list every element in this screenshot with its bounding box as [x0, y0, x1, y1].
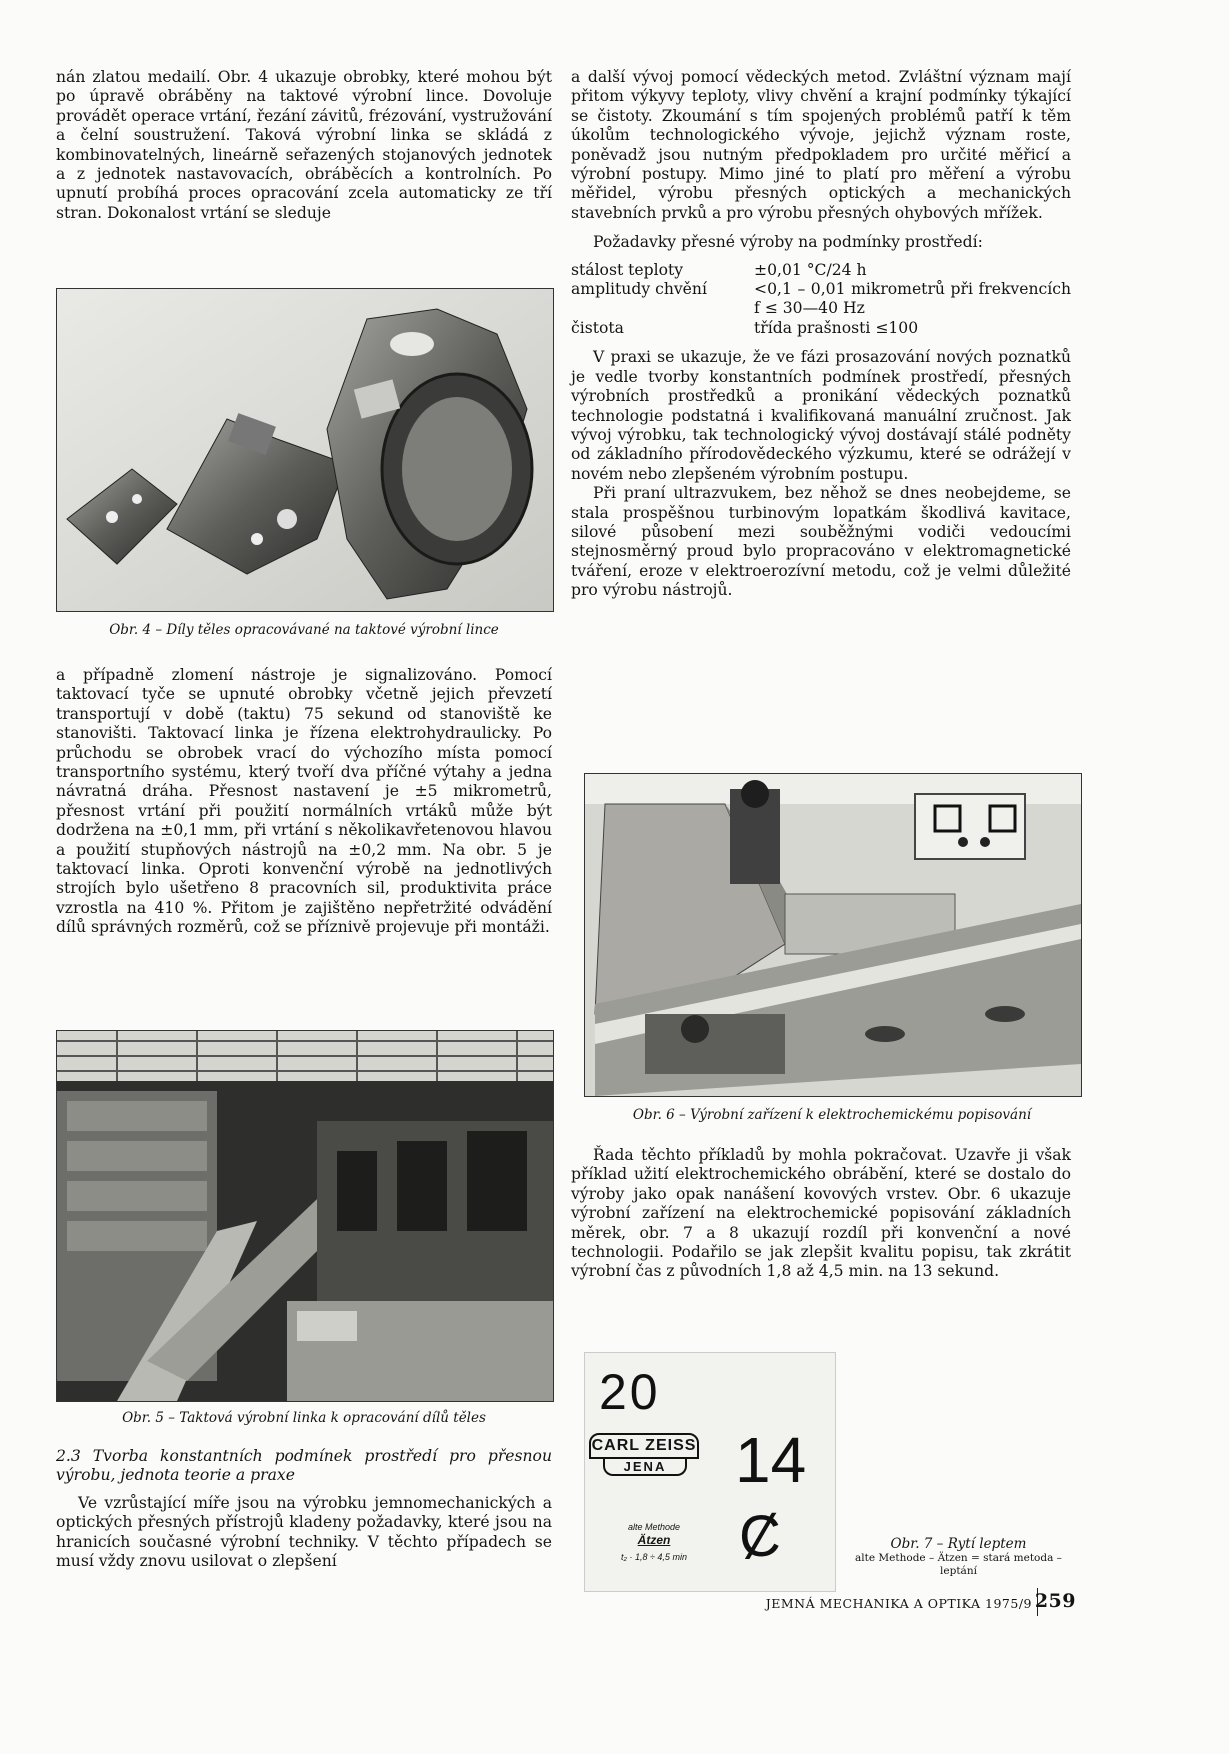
journal-name: JEMNÁ MECHANIKA A OPTIKA 1975/9	[765, 1596, 1032, 1611]
requirements-table	[571, 261, 1071, 339]
figure-7-caption	[836, 1536, 1081, 1578]
requirement-row	[571, 319, 1071, 338]
engraved-number-mid: 14	[735, 1424, 807, 1496]
requirement-value: <0,1 – 0,01 mikrometrů při frekvencích f ≤ 30—40 Hz	[754, 280, 1071, 318]
section-heading: 2.3 Tvorba konstantních podmínek prostředí pro přesnou výrobu, jednota teorie a praxe	[56, 1447, 552, 1485]
requirement-label: amplitudy chvění	[571, 280, 707, 299]
zeiss-logo	[589, 1433, 699, 1483]
requirement-value: ±0,01 °C/24 h	[754, 260, 867, 279]
zeiss-logo-text: CARL ZEISS	[589, 1433, 699, 1459]
requirement-label: čistota	[571, 318, 624, 337]
left-column	[56, 68, 552, 223]
page-footer	[748, 1588, 1078, 1618]
old-method-label	[599, 1521, 709, 1564]
left-column-section	[56, 1447, 552, 1571]
right-paragraph-3: Při praní ultrazvukem, bez něhož se dnes neobejdeme, se stala prospěšnou turbinovým lopatkám škodlivá kavitace, silové působení mezi souběžnými vodiči vedoucími stejnosměrný proud bylo propracováno v elektromagnetické tváření, eroze v elektroerozívní metodu, což je velmi důležité pro výrobu nástrojů.	[571, 484, 1071, 600]
machined-parts-illustration	[57, 289, 553, 611]
requirement-value: třída prašnosti ≤100	[754, 318, 919, 337]
right-paragraph-2: V praxi se ukazuje, že ve fázi prosazování nových poznatků je vedle tvorby konstantních podmínek prostředí, přesných výrobních prostředků a pronikání vědeckých poznatků technologie podstatná i kvalifikovaná manuální zručnost. Jak vývoj výrobku, tak technologický vývoj dostávají stálé podněty od základního přírodovědeckého výzkumu, které se odrážejí v novém nebo zlepšeném výrobním postupu.	[571, 348, 1071, 483]
figure-4-caption: Obr. 4 – Díly těles opracovávané na taktové výrobní lince	[109, 622, 499, 638]
old-method-line-1: alte Methode	[627, 1522, 681, 1532]
old-method-line-2: Ätzen	[637, 1533, 671, 1547]
figure-7-caption-subtitle: alte Methode – Ätzen = stará metoda – leptání	[855, 1552, 1062, 1577]
figure-5-photo	[56, 1030, 554, 1402]
requirement-row	[571, 280, 1071, 319]
figure-4-photo	[56, 288, 554, 612]
figure-7-engraving	[584, 1352, 836, 1592]
figure-5-caption: Obr. 5 – Taktová výrobní linka k opracování dílů těles	[122, 1410, 486, 1426]
figure-6-caption: Obr. 6 – Výrobní zařízení k elektrochemickému popisování	[632, 1107, 1032, 1123]
figure-6-photo	[584, 773, 1082, 1097]
left-column-continued	[56, 666, 552, 938]
requirements-intro: Požadavky přesné výroby na podmínky prostředí:	[593, 233, 983, 252]
jena-logo-text: JENA	[603, 1459, 687, 1476]
left-paragraph-2: a případně zlomení nástroje je signalizováno. Pomocí taktovací tyče se upnuté obrobky včetně jejich převzetí transportují v době (taktu) 75 sekund od stanoviště ke stanovišti. Taktovací linka je řízena elektrohydraulicky. Po průchodu se obrobek vrací do výchozího místa pomocí transportního systému, který tvoří dva příčné výtahy a jedna návratná dráha. Přesnost nastavení je ±5 mikrometrů, přesnost vrtání při použití normálních vrtáků může být dodržena na ±0,1 mm, při vrtání s několikavřetenovou hlavou a použití stupňových nástrojů na ±0,2 mm. Na obr. 5 je taktovací linka. Oproti konvenční výrobě na jednotlivých strojích bylo ušetřeno 8 pracovních sil, produktivita práce vzrostla na 410 %. Přitom je zajištěno nepřetržité odvádění dílů správných rozměrů, což se příznivě projevuje při montáži.	[56, 666, 552, 937]
right-column	[571, 68, 1071, 601]
figure-7-caption-title: Obr. 7 – Rytí leptem	[890, 1536, 1027, 1552]
requirement-row	[571, 261, 1071, 280]
left-paragraph-1: nán zlatou medailí. Obr. 4 ukazuje obrobky, které mohou být po úpravě obráběny na taktové výrobní lince. Dovoluje provádět operace vrtání, řezání závitů, frézování, vystružování a čelní soustružení. Taková výrobní linka se skládá z kombinovatelných, lineárně seřazených stojanových jednotek a z jednotek nastavovacích, obráběcích a kontrolních. Po upnutí probíhá proces opracování zcela automaticky ze tří stran. Dokonalost vrtání se sleduje	[56, 68, 552, 222]
requirement-label: stálost teploty	[571, 260, 684, 279]
production-line-illustration	[57, 1031, 553, 1401]
electrochemical-marking-machine-illustration	[585, 774, 1081, 1096]
right-paragraph-4: Řada těchto příkladů by mohla pokračovat. Uzavře ji však příklad užití elektrochemického obrábění, které se dostalo do výroby jako opak nanášení kovových vrstev. Obr. 6 ukazuje výrobní zařízení na elektrochemické popisování základních měrek, obr. 7 a 8 ukazují rozdíl při konvenční a nové technologii. Podařilo se jak zlepšit kvalitu popisu, tak zkrátit výrobní čas z původních 1,8 až 4,5 min. na 13 sekund.	[571, 1146, 1071, 1281]
right-paragraph-1: a další vývoj pomocí vědeckých metod. Zvláštní význam mají přitom výkyvy teploty, vlivy chvění a krajní podmínky týkající se čistoty. Zkoumání s tím spojených problémů patří k těm úkolům technologického vývoje, jejichž význam roste, poněvadž jsou nutným předpokladem pro určité měřicí a výrobní postupy. Mimo jiné to platí pro měření a výrobu měřidel, výrobu přesných optických a mechanických stavebních prvků a pro výrobu přesných ohybových mřížek.	[571, 68, 1071, 222]
engraved-number-top: 20	[599, 1364, 661, 1420]
right-column-continued	[571, 1146, 1071, 1282]
engraved-symbol: Ȼ	[739, 1504, 781, 1569]
page-number: 259	[1034, 1590, 1076, 1612]
old-method-line-3: t₂ · 1,8 ÷ 4,5 min	[621, 1552, 687, 1562]
left-paragraph-3: Ve vzrůstající míře jsou na výrobku jemnomechanických a optických přesných přístrojů kladeny požadavky, které jsou na hranicích současné výrobní techniky. V těchto případech se musí vždy znovu usilovat o zlepšení	[56, 1493, 552, 1571]
